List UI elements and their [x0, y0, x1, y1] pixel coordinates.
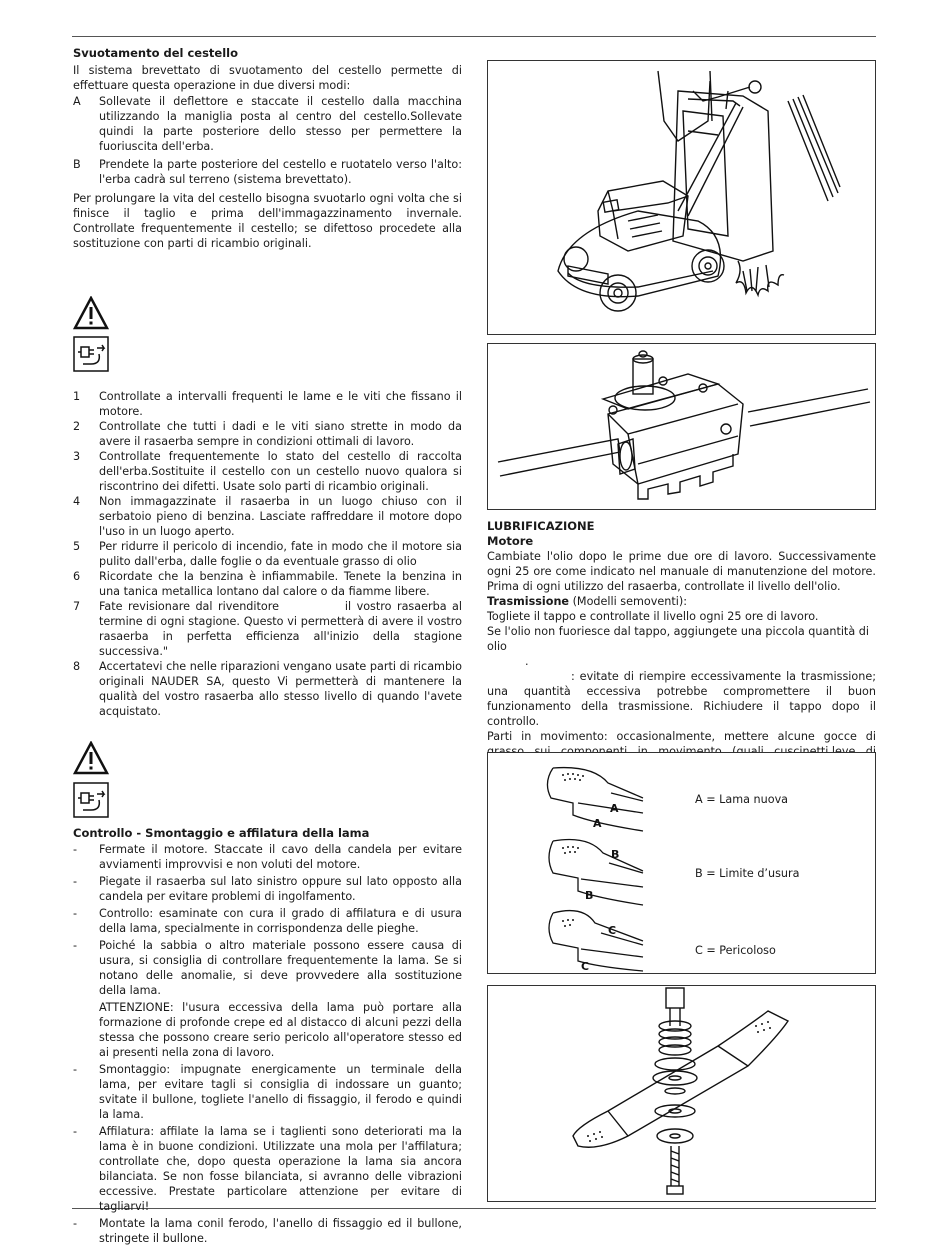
section-blade [73, 826, 477, 1246]
list-item [73, 906, 462, 936]
list-item [73, 449, 462, 494]
list-item [73, 599, 466, 659]
list-item [73, 389, 462, 419]
gearbox-illustration [488, 344, 875, 509]
list-dash: - [73, 875, 78, 888]
figure-blade-wear [487, 752, 876, 974]
list-item [73, 539, 462, 569]
subsection-title: Motore [487, 534, 534, 548]
list-dash: - [73, 843, 78, 856]
list-item [73, 842, 462, 872]
list-text: Prendete la parte posteriore del cestello e ruotatelo verso l'alto: l'erba cadrà sul terreno (sistema brevettato). [99, 158, 462, 186]
blade-assembly-illustration [488, 986, 875, 1201]
list-text: Accertatevi che nelle riparazioni vengano usate parti di ricambio originali NAUDER SA, questo Vi permetterà di mantenere la qualità del vostro rasaerba allo stesso livello di quando l'avete acquistato. [99, 660, 462, 718]
section-title: LUBRIFICAZIONE [487, 519, 595, 533]
list-item [73, 494, 462, 539]
blade-callout-label: A [610, 802, 619, 815]
list-item [73, 157, 462, 187]
list-dash [73, 1000, 99, 1060]
lawnmower-illustration [488, 61, 875, 334]
list-number: 3 [73, 450, 81, 463]
paragraph: Parti in movimento: occasionalmente, mettere alcune gocce di [487, 730, 876, 743]
section-title: Svuotamento del cestello [73, 46, 239, 60]
list-item [73, 1062, 477, 1122]
disconnect-spark-plug-icon [73, 782, 109, 818]
list-number: 4 [73, 495, 81, 508]
list-item [73, 938, 462, 998]
list-text: Controllate che tutti i dadi e le viti siano strette in modo da avere il rasaerba sempre in condizioni ottimali di lavoro. [99, 420, 462, 448]
paragraph: Il sistema brevettato di svuotamento del cestello permette di effettuare questa operazione in due diversi modi: [73, 64, 462, 92]
blade-callout-label: B [585, 889, 594, 902]
list-number: 7 [73, 600, 81, 613]
list-text: Montate la lama conil ferodo, l'anello di fissaggio ed il bullone, stringete il bullone. [99, 1217, 462, 1245]
list-item [73, 1124, 462, 1214]
list-text: Non immagazzinate il rasaerba in un luogo chiuso con il serbatoio pieno di benzina. Lasciate raffreddare il motore dopo l'uso in un luogo aperto. [99, 495, 462, 538]
blade-callout-label: C [608, 924, 617, 937]
legend-dangerous: C = Pericoloso [695, 944, 776, 957]
blade-wear-illustration [533, 753, 693, 973]
list-number: 5 [73, 540, 81, 553]
list-dash: - [73, 939, 78, 952]
section-lubrification [487, 519, 876, 774]
paragraph: . [525, 655, 529, 668]
list-item [73, 419, 462, 449]
list-number: 1 [73, 390, 81, 403]
section-title: Controllo - Smontaggio e affilatura della lama [73, 826, 370, 840]
legend-wear-limit: B = Limite d’usura [695, 867, 800, 880]
list-text: Smontaggio: impugnate energicamente un terminale della lama, per evitare tagli si consiglia di indossare un guanto; svitate il bullone, togliete l'anello di fissaggio, il ferodo e quindi la lama. [99, 1063, 477, 1121]
top-rule [72, 36, 876, 37]
list-item [73, 1216, 462, 1246]
list-text: Controllo: esaminate con cura il grado di affilatura e di usura della lama, specialmente in corrispondenza delle pieghe. [99, 907, 462, 935]
paragraph [487, 594, 876, 609]
blade-callout-label: B [611, 848, 620, 861]
paragraph: Cambiate l'olio dopo le prime due ore di lavoro. Successivamente ogni 25 ore come indicato nel manuale di manutenzione del motore. Prima di ogni utilizzo del rasaerba, controllate il livello dell'olio. [487, 550, 876, 593]
list-marker: B [73, 158, 81, 171]
list-text: Fate revisionare dal rivenditore il vostro rasaerba al termine di ogni stagione. Questo vi permetterà di avere il vostro rasaerba in perfetta efficienza all'inizio della stagione successiva." [99, 600, 466, 658]
paragraph [487, 669, 876, 729]
list-text: Affilatura: affilate la lama se i taglienti sono deteriorati ma la lama è in buone condizioni. Utilizzate una mola per l'affilatura; controllate che, dopo questa operazione la lama sia ancora bilanciata. Se non fosse bilanciata, si avranno delle vibrazioni eccessive. Prestate particolare attenzione per evitare di tagliarvi! [99, 1125, 462, 1213]
warning-triangle-icon [73, 296, 109, 330]
list-item [73, 569, 462, 599]
list-item [73, 94, 462, 154]
section-svuotamento [73, 46, 462, 251]
list-dash: - [73, 1063, 78, 1076]
list-text: Fermate il motore. Staccate il cavo della candela per evitare avviamenti improvvisi e non voluti del motore. [99, 843, 462, 871]
warning-triangle-icon [73, 741, 109, 775]
list-dash: - [73, 1217, 78, 1230]
list-text: Controllate a intervalli frequenti le lame e le viti che fissano il motore. [99, 390, 462, 418]
list-marker: A [73, 95, 81, 108]
blade-callout-label: A [593, 817, 602, 830]
list-item [73, 874, 462, 904]
list-item [73, 1000, 462, 1060]
list-dash: - [73, 907, 78, 920]
list-number: 6 [73, 570, 81, 583]
warning-text: ATTENZIONE: l'usura eccessiva della lama può portare alla formazione di profonde crepe ed al distacco di alcuni pezzi della stessa che possono creare serio pericolo all'operatore stesso ed ai presenti nella zona di lavoro. [99, 1001, 462, 1059]
paragraph: Togliete il tappo e controllate il livello ogni 25 ore di lavoro. [487, 610, 819, 623]
subsection-title: Trasmissione [487, 595, 570, 608]
subsection-subtitle: (Modelli semoventi): [569, 595, 687, 608]
blade-callout-label: C [581, 960, 590, 973]
legend-new-blade: A = Lama nuova [695, 793, 789, 806]
list-text: Per ridurre il pericolo di incendio, fate in modo che il motore sia pulito dall'erba, dalle foglie o da eventuale grasso di olio [99, 540, 462, 568]
figure-mower-emptying [487, 60, 876, 335]
list-number: 8 [73, 660, 81, 673]
paragraph: Se l'olio non fuoriesce dal tappo, aggiungete una piccola quantità di olio [487, 625, 869, 653]
list-dash: - [73, 1125, 78, 1138]
list-text: Sollevate il deflettore e staccate il cestello dalla macchina utilizzando la maniglia posta al centro del cestello.Sollevate quindi la parte posteriore dello stesso per permettere la fuoriuscita dell'erba. [99, 95, 462, 153]
figure-blade-assembly [487, 985, 876, 1202]
list-text: Piegate il rasaerba sul lato sinistro oppure sul lato opposto alla candela per evitare problemi di ingolfamento. [99, 875, 462, 903]
list-item [73, 659, 462, 719]
list-text: Ricordate che la benzina è infiammabile. Tenete la benzina in una tanica metallica lontano dal calore o da fiamme libere. [99, 570, 462, 598]
figure-gearbox [487, 343, 876, 510]
paragraph-text: : evitate di riempire eccessivamente la trasmissione; una quantità eccessiva potrebbe compromettere il buon funzionamento della trasmissione. Richiudere il tappo dopo il controllo. [487, 670, 876, 728]
list-text: Controllate frequentemente lo stato del cestello di raccolta dell'erba.Sostituite il cestello con un cestello nuovo qualora si riscontrino dei difetti. Usate solo parti di ricambio originali. [99, 450, 462, 493]
paragraph: Per prolungare la vita del cestello bisogna svuotarlo ogni volta che si finisce il taglio e prima dell'immagazzinamento invernale. Controllate frequentemente il cestello; se difettoso procedete alla sostituzione con parti di ricambio originali. [73, 192, 462, 250]
list-number: 2 [73, 420, 81, 433]
disconnect-spark-plug-icon [73, 336, 109, 372]
list-text: Poiché la sabbia o altro materiale possono essere causa di usura, si consiglia di controllare frequentemente la lama. Se si notano delle anomalie, si deve provvedere alla sostituzione della lama. [99, 939, 462, 997]
section-maintenance-list [73, 389, 466, 719]
